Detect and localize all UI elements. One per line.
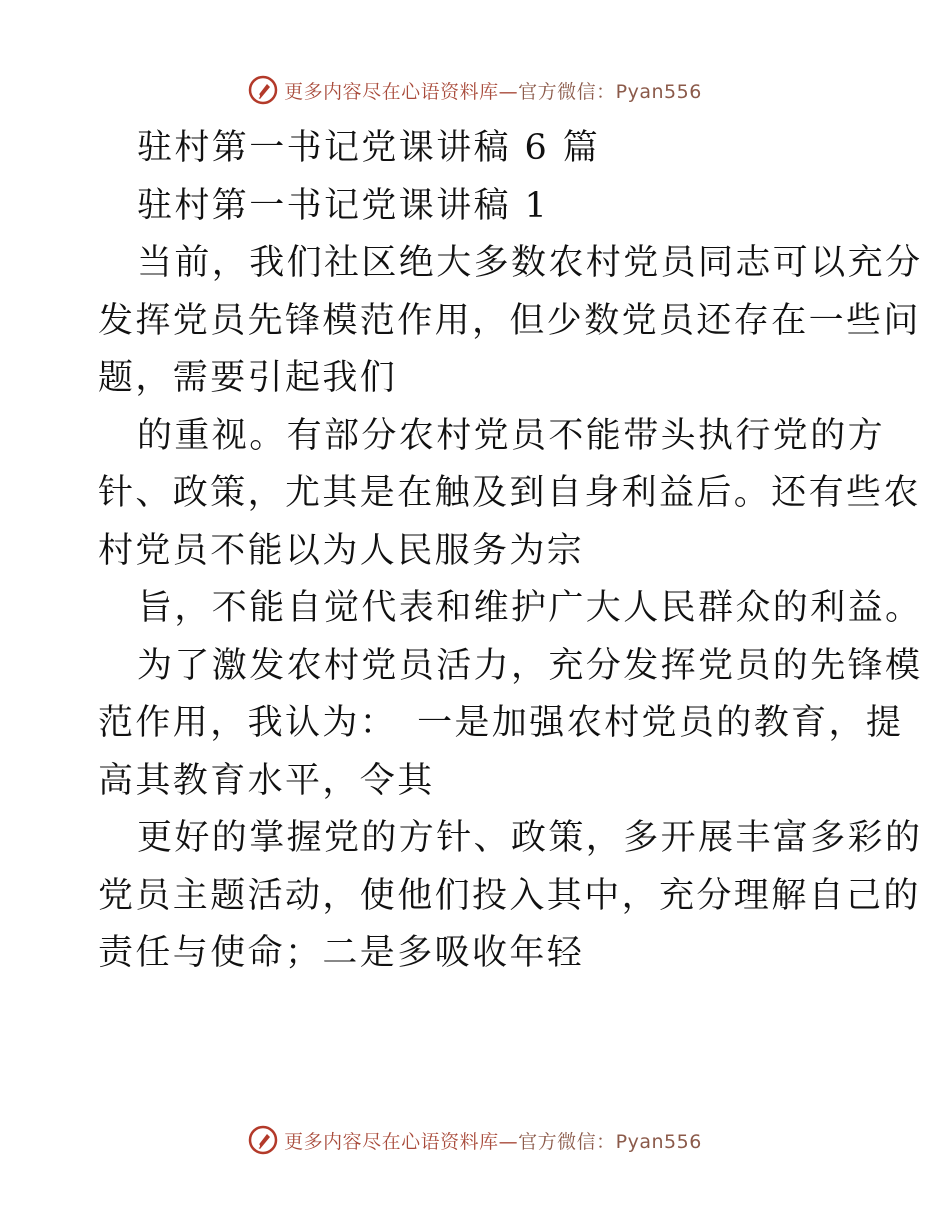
banner-text	[284, 1127, 702, 1154]
text-line: 针、政策，尤其是在触及到自身利益后。还有些农	[98, 473, 921, 513]
header-watermark	[0, 70, 950, 110]
document-body	[98, 120, 923, 983]
text-line: 题，需要引起我们	[98, 358, 398, 398]
banner-dash: —	[498, 1130, 519, 1153]
banner-text	[284, 77, 702, 104]
banner-title: 更多内容尽在心语资料库	[284, 80, 499, 103]
text-line: 的重视。有部分农村党员不能带头执行党的方	[137, 415, 886, 456]
text-line: 责任与使命；二是多吸收年轻	[98, 933, 585, 973]
pen-logo-icon	[248, 75, 278, 105]
banner-wechat: 官方微信：Pyan556	[518, 80, 702, 103]
pen-logo-icon	[248, 1125, 278, 1155]
banner-title: 更多内容尽在心语资料库	[284, 1130, 499, 1153]
text-line: 党员主题活动，使他们投入其中，充分理解自己的	[98, 875, 921, 916]
heading-line: 驻村第一书记党课讲稿 1	[137, 185, 550, 226]
banner-wechat: 官方微信：Pyan556	[518, 1130, 702, 1153]
text-line: 范作用，我认为： 一是加强农村党员的教育，提	[98, 703, 904, 743]
text-line: 当前，我们社区绝大多数农村党员同志可以充分	[137, 243, 923, 283]
text-line: 高其教育水平，令其	[98, 760, 435, 801]
text-line: 村党员不能以为人民服务为宗	[98, 530, 585, 571]
text-line: 旨，不能自觉代表和维护广大人民群众的利益。	[137, 588, 923, 628]
footer-watermark	[0, 1120, 950, 1160]
text-line: 为了激发农村党员活力，充分发挥党员的先锋模	[137, 645, 923, 686]
banner-dash: —	[498, 80, 519, 103]
heading-line: 驻村第一书记党课讲稿 6 篇	[137, 128, 601, 168]
text-line: 发挥党员先锋模范作用，但少数党员还存在一些问	[98, 300, 921, 341]
text-line: 更好的掌握党的方针、政策，多开展丰富多彩的	[137, 818, 923, 858]
